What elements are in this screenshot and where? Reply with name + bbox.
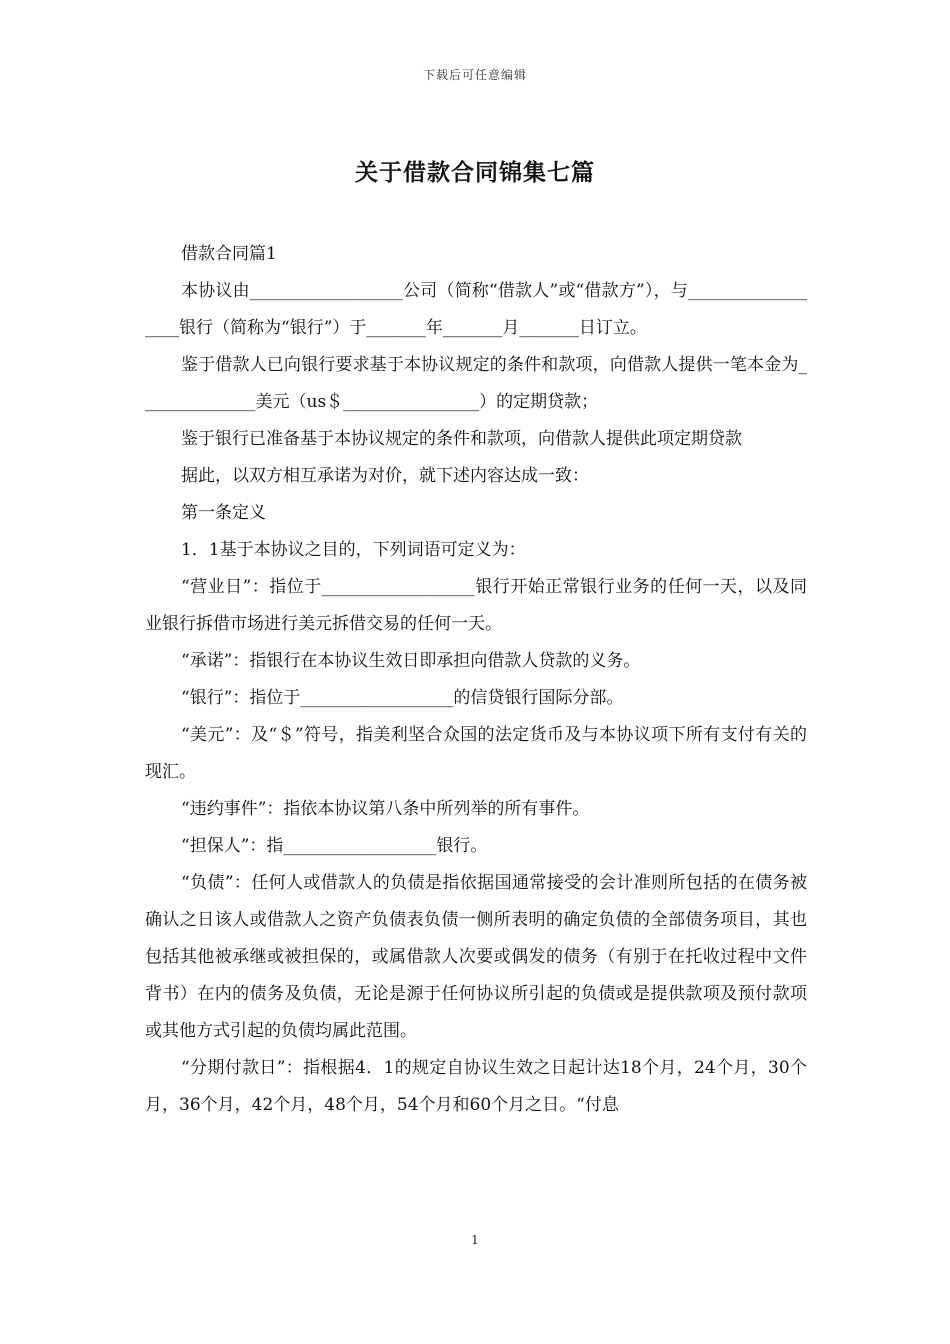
paragraph: 鉴于银行已准备基于本协议规定的条件和款项，向借款人提供此项定期贷款 xyxy=(181,429,742,449)
paragraph: 鉴于借款人已向银行要求基于本协议规定的条件和款项，向借款人提供一笔本金为______________美元（us＄________________）的定期贷款； xyxy=(145,355,807,412)
paragraph: 1．1基于本协议之目的，下列词语可定义为： xyxy=(181,540,526,560)
definition-paragraph: “承诺”：指银行在本协议生效日即承担向借款人贷款的义务。 xyxy=(181,651,641,671)
definition-paragraph: “银行”：指位于__________________的信贷银行国际分部。 xyxy=(181,688,624,708)
definition-paragraph: “美元”：及“＄”符号，指美利坚合众国的法定货币及与本协议项下所有支付有关的现汇。 xyxy=(145,725,807,782)
definition-paragraph: “营业日”：指位于__________________银行开始正常银行业务的任何一天，以及同业银行拆借市场进行美元拆借交易的任何一天。 xyxy=(145,577,807,634)
definition-paragraph: “分期付款日”：指根据4．1的规定自协议生效之日起计达18个月，24个月，30个月，36个月，42个月，48个月，54个月和60个月之日。“付息 xyxy=(145,1058,807,1115)
paragraph: 据此，以双方相互承诺为对价，就下述内容达成一致： xyxy=(181,466,589,486)
definition-paragraph: “违约事件”：指依本协议第八条中所列举的所有事件。 xyxy=(181,799,590,819)
document-title: 关于借款合同锦集七篇 xyxy=(355,159,595,186)
definition-paragraph: “负债”：任何人或借款人的负债是指依据国通常接受的会计准则所包括的在债务被确认之日该人或借款人之资产负债表负债一侧所表明的确定负债的全部债务项目，其也包括其他被承继或被担保的，或属借款人次要或偶发的债务（有别于在托收过程中文件背书）在内的债务及负债，无论是源于任何协议所引起的负债或是提供款项及预付款项或其他方式引起的负债均属此范围。 xyxy=(145,873,807,1041)
definition-paragraph: “担保人”：指__________________银行。 xyxy=(181,836,488,856)
header-note: 下载后可任意编辑 xyxy=(422,68,527,82)
page-number: 1 xyxy=(471,1233,479,1247)
section-heading: 借款合同篇1 xyxy=(181,244,277,264)
paragraph: 本协议由__________________公司（简称“借款人”或“借款方”），与__________________银行（简称为“银行”）于_______年_______月_______日订立。 xyxy=(145,281,807,338)
article-heading: 第一条定义 xyxy=(181,503,266,523)
document-body xyxy=(145,236,807,1124)
